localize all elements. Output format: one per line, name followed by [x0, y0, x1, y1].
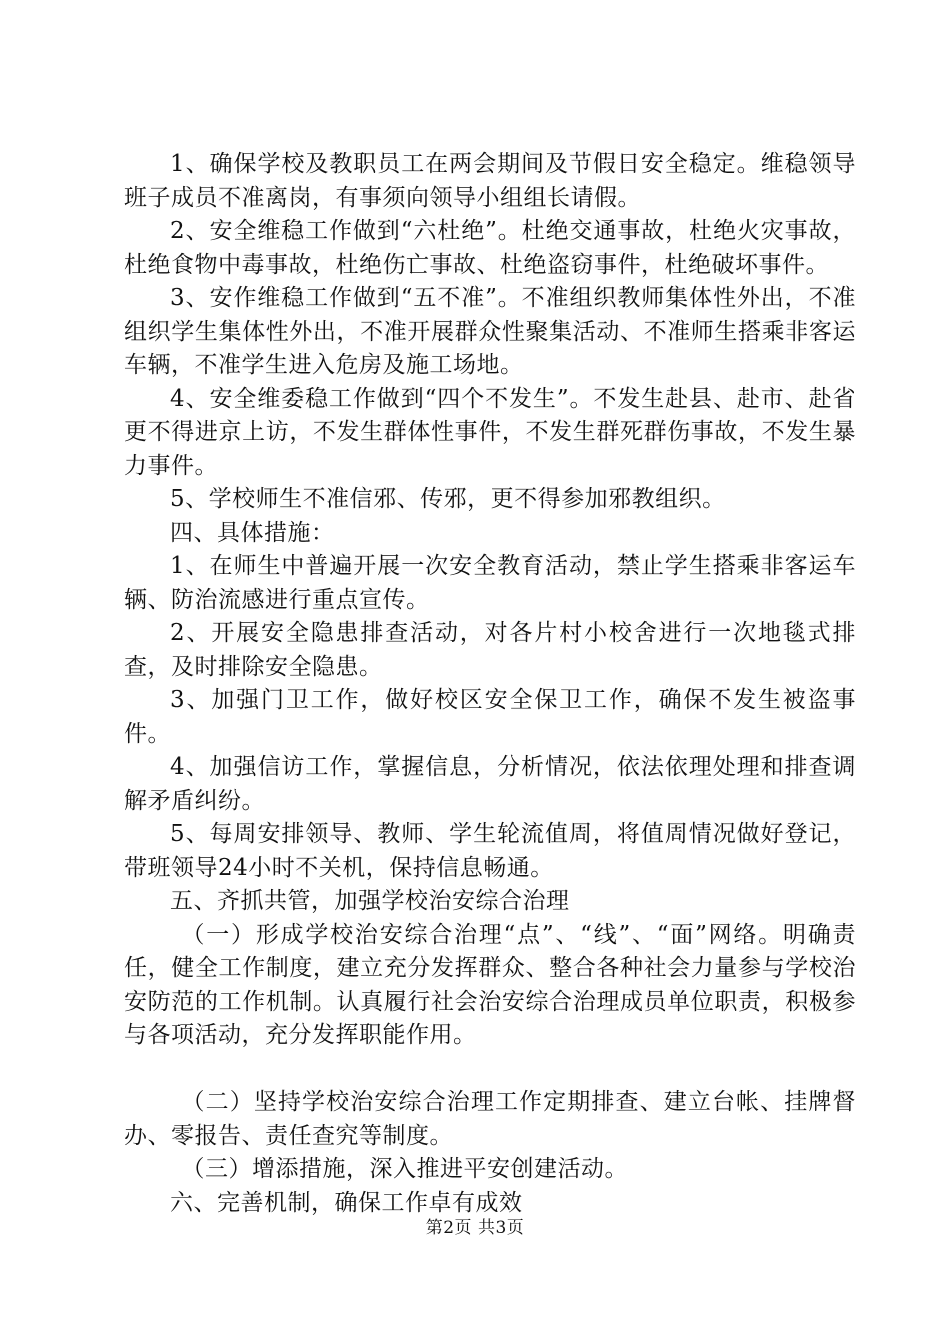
paragraph-3: 3、安作维稳工作做到“五不准”。不准组织教师集体性外出，不准组织学生集体性外出，不准开展群众性聚集活动、不准师生搭乘非客运车辆，不准学生进入危房及施工场地。: [124, 285, 856, 378]
paragraph-2: 2、安全维稳工作做到“六杜绝”。杜绝交通事故，杜绝火灾事故，杜绝食物中毒事故，杜绝伤亡事故、杜绝盗窃事件，杜绝破坏事件。: [124, 218, 856, 278]
paragraph-4: 4、安全维委稳工作做到“四个不发生”。不发生赴县、赴市、赴省更不得进京上访，不发生群体性事件，不发生群死群伤事故，不发生暴力事件。: [124, 385, 856, 479]
page-number-footer: 第2页 共3页: [425, 1218, 525, 1238]
subsection-2: （二）坚持学校治安综合治理工作定期排查、建立台帐、挂牌督办、零报告、责任查究等制度。: [124, 1089, 856, 1149]
measure-5: 5、每周安排领导、教师、学生轮流值周，将值周情况做好登记，带班领导24小时不关机，保持信息畅通。: [124, 821, 856, 881]
blank-line: [124, 1053, 856, 1087]
subsection-3: （三）增添措施，深入推进平安创建活动。: [181, 1156, 628, 1182]
document-body: [124, 148, 856, 1220]
section-heading-5: 五、齐抓共管，加强学校治安综合治理: [170, 888, 570, 914]
measure-2: 2、开展安全隐患排查活动，对各片村小校舍进行一次地毯式排查，及时排除安全隐患。: [124, 620, 856, 680]
subsection-1: （一）形成学校治安综合治理“点”、“线”、“面”网络。明确责任，健全工作制度，建立充分发挥群众、整合各种社会力量参与学校治安防范的工作机制。认真履行社会治安综合治理成员单位职责，积极参与各项活动，充分发挥职能作用。: [124, 921, 856, 1048]
section-heading-6: 六、完善机制，确保工作卓有成效: [170, 1189, 523, 1216]
measure-1: 1、在师生中普遍开展一次安全教育活动，禁止学生搭乘非客运车辆、防治流感进行重点宣传。: [124, 553, 856, 613]
measure-4: 4、加强信访工作，掌握信息，分析情况，依法依理处理和排查调解矛盾纠纷。: [124, 754, 856, 814]
measure-3: 3、加强门卫工作，做好校区安全保卫工作，确保不发生被盗事件。: [124, 687, 856, 747]
paragraph-1: 1、确保学校及教职员工在两会期间及节假日安全稳定。维稳领导班子成员不准离岗，有事须向领导小组组长请假。: [124, 151, 856, 211]
section-heading-4: 四、具体措施：: [170, 519, 335, 546]
paragraph-5: 5、学校师生不准信邪、传邪，更不得参加邪教组织。: [170, 486, 726, 512]
